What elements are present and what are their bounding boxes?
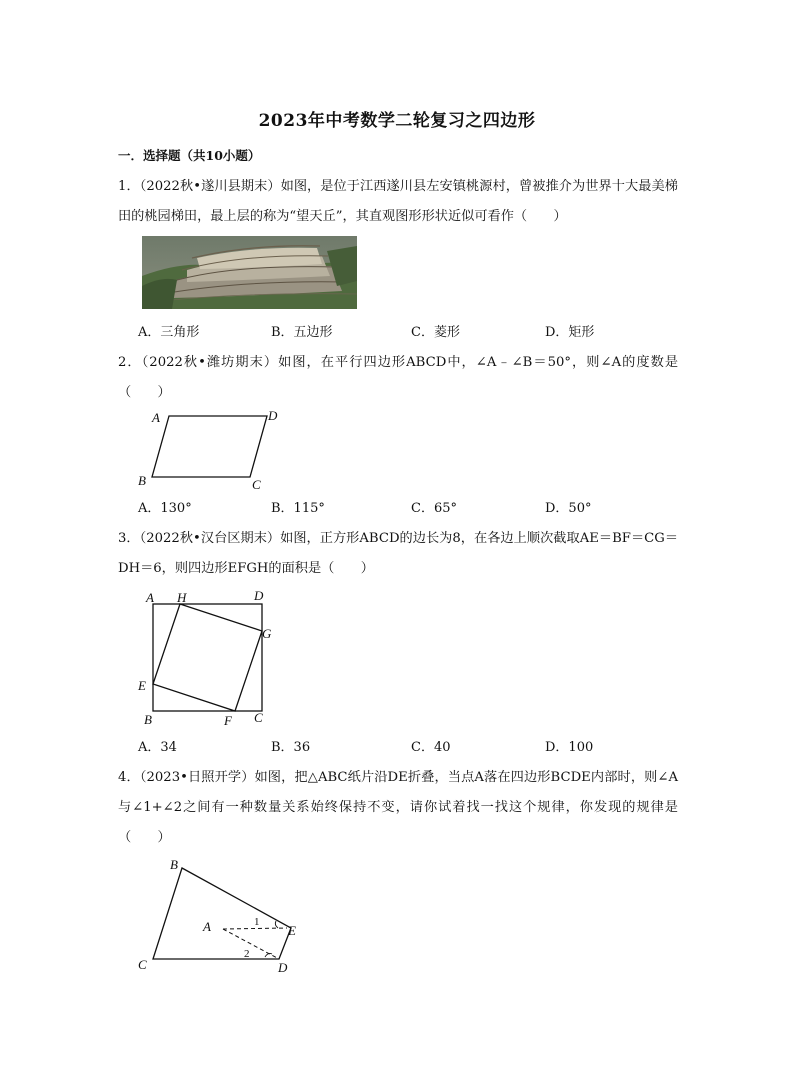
label-d: D [268,408,278,423]
label-d: D [278,960,288,975]
option-c[interactable]: C．65° [411,501,457,516]
option-d[interactable]: D．50° [545,501,592,516]
question-3 [118,524,678,584]
option-a[interactable]: A．34 [138,740,177,755]
label-g: G [262,626,272,641]
label-d: D [254,588,264,603]
question-1 [118,172,678,232]
option-b[interactable]: B．115° [271,501,325,516]
question-4 [118,763,678,853]
label-angle-2: 2 [244,948,250,960]
option-c[interactable]: C．40 [411,740,451,755]
options-q3 [138,736,678,756]
terraced-field-photo [142,236,357,309]
question-text: （2022秋•汉台区期末）如图，正方形ABCD的边长为8，在各边上顺次截取AE＝BF＝CG＝DH＝6，则四边形EFGH的面积是（ ） [118,531,679,576]
label-a: A [203,919,211,934]
folded-triangle-figure [130,855,310,980]
question-2 [118,348,678,408]
label-a: A [146,590,154,605]
label-e: E [138,678,146,693]
question-text: （2022秋•遂川县期末）如图，是位于江西遂川县左安镇桃源村，曾被推介为世界十大最美梯田的桃园梯田，最上层的称为“望天丘”，其直观图形形状近似可看作（ ） [118,179,678,224]
label-b: B [144,712,152,727]
label-e: E [288,923,296,938]
square-figure [132,588,282,728]
label-b: B [170,857,178,872]
page-title: 2023年中考数学二轮复习之四边形 [258,111,536,131]
option-d[interactable]: D．100 [545,740,594,755]
question-number: 1． [118,179,140,194]
label-c: C [252,477,261,492]
question-number: 2． [118,355,142,370]
label-a: A [152,410,160,425]
question-number: 4． [118,770,140,785]
option-a[interactable]: A．130° [138,501,192,516]
label-angle-1: 1 [254,916,260,928]
question-text: （2023•日照开学）如图，把△ABC纸片沿DE折叠，当点A落在四边形BCDE内部时，则∠A与∠1+∠2之间有一种数量关系始终保持不变，请你试着找一找这个规律，你发现的规律是（ ） [118,770,678,845]
option-a[interactable]: A．三角形 [138,325,200,340]
question-text: （2022秋•潍坊期末）如图，在平行四边形ABCD中，∠A﹣∠B＝50°，则∠A的度数是（ ） [118,355,679,400]
label-f: F [224,713,232,728]
options-q2 [138,497,678,517]
option-b[interactable]: B．36 [271,740,311,755]
parallelogram-figure [130,402,290,494]
question-number: 3． [118,531,140,546]
label-c: C [254,710,263,725]
options-q1 [138,321,678,341]
label-c: C [138,957,147,972]
option-d[interactable]: D．矩形 [545,325,595,340]
label-b: B [138,473,146,488]
section-heading: 一．选择题（共10小题） [118,148,261,163]
label-h: H [177,590,187,605]
option-c[interactable]: C．菱形 [411,325,460,340]
option-b[interactable]: B．五边形 [271,325,333,340]
